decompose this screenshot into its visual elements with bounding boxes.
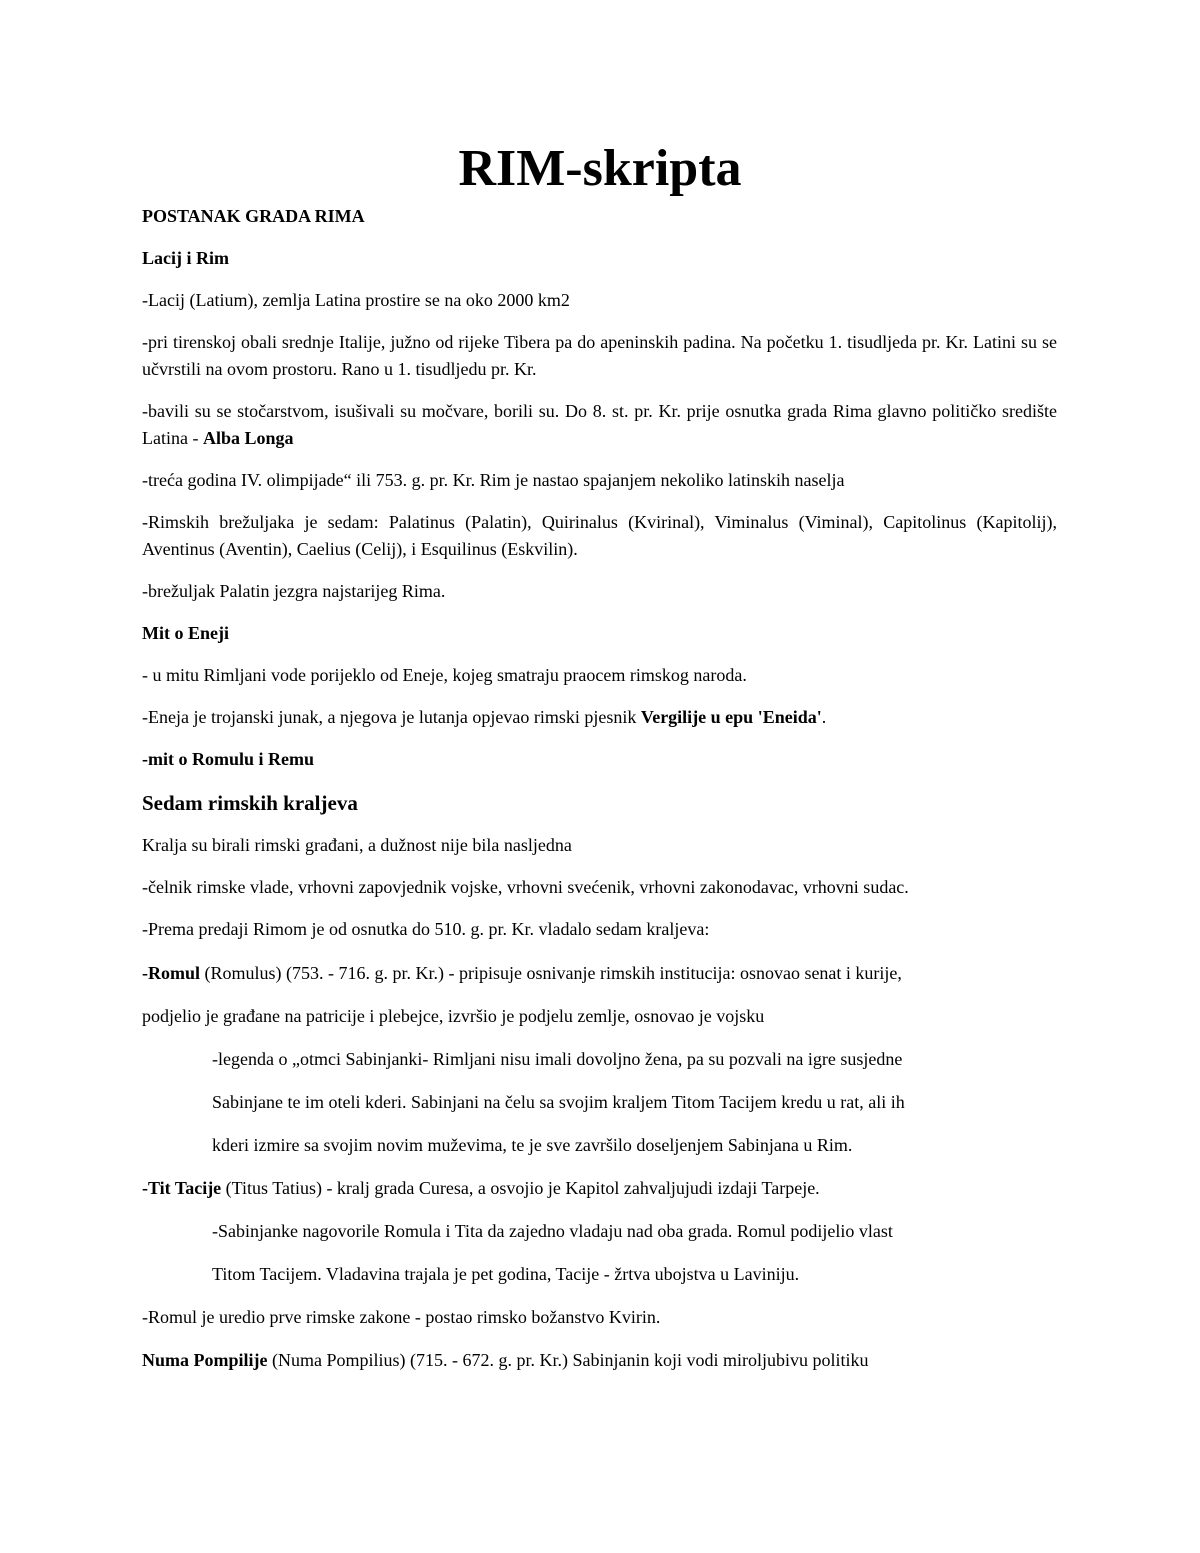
subheading-mit: Mit o Eneji: [142, 623, 229, 643]
paragraph: -brežuljak Palatin jezgra najstarijeg Rima.: [142, 581, 446, 601]
paragraph: [142, 952, 1057, 995]
document-body: [142, 203, 1057, 1382]
indented-line: -Sabinjanke nagovorile Romula i Tita da zajedno vladaju nad oba grada. Romul podijelio vlast: [212, 1221, 893, 1241]
section-heading: POSTANAK GRADA RIMA: [142, 206, 365, 226]
bold-term: -Tit Tacije: [142, 1178, 222, 1198]
subheading-lacij: Lacij i Rim: [142, 248, 229, 268]
indented-line: Titom Tacijem. Vladavina trajala je pet godina, Tacije - žrtva ubojstva u Laviniju.: [212, 1264, 800, 1284]
document-title: RIM-skripta: [458, 140, 742, 197]
paragraph: -pri tirenskoj obali srednje Italije, južno od rijeke Tibera pa do apeninskih padina. Na početku 1. tisudljeda pr. Kr. Latini su se učvrstili na ovom prostoru. Rano u 1. tisudljedu pr. Kr.: [142, 332, 1057, 379]
paragraph: -Lacij (Latium), zemlja Latina prostire se na oko 2000 km2: [142, 290, 570, 310]
paragraph: podjelio je građane na patricije i plebejce, izvršio je podjelu zemlje, osnovao je vojsku: [142, 1006, 765, 1026]
paragraph-text: (Romulus) (753. - 716. g. pr. Kr.) - pripisuje osnivanje rimskih institucija: osnovao senat i kurije,: [200, 963, 902, 983]
paragraph-text: (Numa Pompilius) (715. - 672. g. pr. Kr.) Sabinjanin koji vodi miroljubivu politiku: [267, 1350, 869, 1370]
paragraph: [142, 1167, 1057, 1210]
paragraph-text: .: [821, 707, 827, 727]
paragraph: Kralja su birali rimski građani, a dužnost nije bila nasljedna: [142, 835, 572, 855]
indented-line: kderi izmire sa svojim novim muževima, te je sve završilo doseljenjem Sabinjana u Rim.: [212, 1135, 853, 1155]
bold-term: Vergilije u epu 'Eneida': [640, 707, 822, 727]
paragraph: -treća godina IV. olimpijade“ ili 753. g. pr. Kr. Rim je nastao spajanjem nekoliko latinskih naselja: [142, 470, 845, 490]
bold-term: Alba Longa: [202, 428, 294, 448]
paragraph-text: (Titus Tatius) - kralj grada Curesa, a osvojio je Kapitol zahvaljujudi izdaji Tarpeje.: [221, 1178, 820, 1198]
paragraph: - u mitu Rimljani vode porijeklo od Eneje, kojeg smatraju praocem rimskog naroda.: [142, 665, 747, 685]
paragraph: -Rimskih brežuljaka je sedam: Palatinus (Palatin), Quirinalus (Kvirinal), Viminalus (Viminal), Capitolinus (Kapitolij), Aventinus (Aventin), Caelius (Celij), i Esquilinus (Eskvilin).: [142, 512, 1057, 559]
paragraph: [142, 704, 1057, 731]
paragraph-text: -Eneja je trojanski junak, a njegova je lutanja opjevao rimski pjesnik: [142, 707, 641, 727]
bold-term: -Romul: [142, 963, 200, 983]
paragraph: -Romul je uredio prve rimske zakone - postao rimsko božanstvo Kvirin.: [142, 1307, 661, 1327]
indented-line: -legenda o „otmci Sabinjanki- Rimljani nisu imali dovoljno žena, pa su pozvali na igre susjedne: [212, 1049, 903, 1069]
paragraph: -čelnik rimske vlade, vrhovni zapovjednik vojske, vrhovni svećenik, vrhovni zakonodavac, vrhovni sudac.: [142, 877, 909, 897]
paragraph: [142, 1339, 1057, 1382]
paragraph-text: -bavili su se stočarstvom, isušivali su močvare, borili su. Do 8. st. pr. Kr. prije osnutka grada Rima glavno političko središte Latina -: [142, 401, 1057, 448]
indented-line: Sabinjane te im oteli kderi. Sabinjani na čelu sa svojim kraljem Titom Tacijem kredu u rat, ali ih: [212, 1092, 905, 1112]
subheading-romul-remo: -mit o Romulu i Remu: [142, 749, 314, 769]
bold-term: Numa Pompilije: [142, 1350, 268, 1370]
heading-kraljevi: Sedam rimskih kraljeva: [142, 791, 358, 815]
paragraph: [142, 398, 1057, 452]
paragraph: -Prema predaji Rimom je od osnutka do 510. g. pr. Kr. vladalo sedam kraljeva:: [142, 919, 710, 939]
